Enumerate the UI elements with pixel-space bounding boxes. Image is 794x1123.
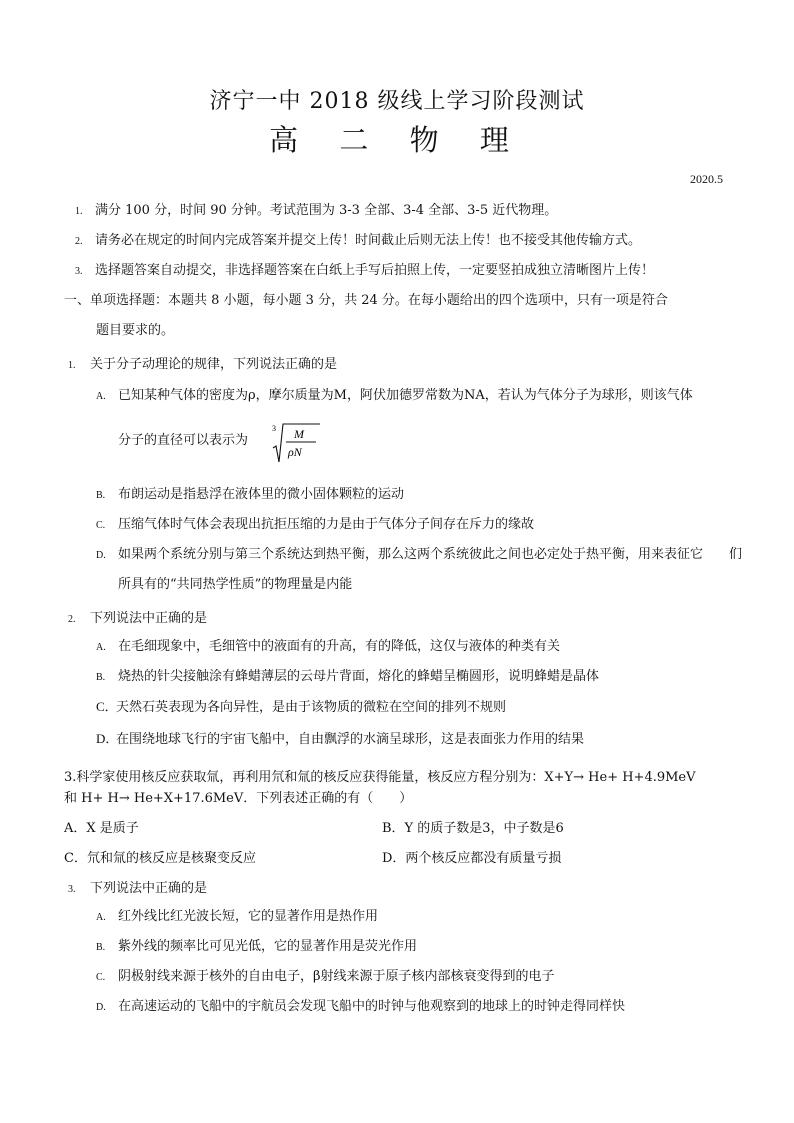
q2-stem: 2. 下列说法中正确的是 [68, 611, 208, 626]
q2-option-c: C．天然石英表现为各向异性，是由于该物质的微粒在空间的排列不规则 [96, 699, 507, 715]
q3b-option-a: A. 红外线比红光波长短，它的显著作用是热作用 [96, 909, 379, 924]
q3a-option-a: A．X 是质子 [64, 821, 139, 836]
exam-title: 济宁一中 2018 级线上学习阶段测试 [209, 89, 585, 114]
q3a-option-c: C．氘和氚的核反应是核聚变反应 [64, 851, 256, 866]
q1-option-c: C. 压缩气体时气体会表现出抗拒压缩的力是由于气体分子间存在斥力的缘故 [96, 517, 535, 532]
q3a-stem: 3.科学家使用核反应获取氚，再利用氘和氚的核反应获得能量，核反应方程分别为：X+Y→ He+ H+4.9MeV [64, 770, 696, 785]
subject-title: 高 二 物 理 [269, 123, 525, 157]
note-3: 3. 选择题答案自动提交，非选择题答案在白纸上手写后拍照上传，一定要竖拍成独立清晰图片上传！ [75, 263, 655, 278]
q3a-stem-cont: 和 H+ H→ He+X+17.6MeV．下列表述正确的有（ ） [64, 791, 413, 806]
q1-option-d-cont: 所具有的“共同热学性质”的物理量是内能 [118, 577, 353, 592]
q3b-option-d: D. 在高速运动的飞船中的宇航员会发现飞船中的时钟与他观察到的地球上的时钟走得同样快 [96, 999, 626, 1014]
q2-option-a: A. 在毛细现象中，毛细管中的液面有的升高，有的降低，这仅与液体的种类有关 [96, 639, 561, 654]
q1-stem: 1. 关于分子动理论的规律，下列说法正确的是 [68, 357, 338, 372]
q3b-stem: 3. 下列说法中正确的是 [68, 881, 208, 896]
q2-option-b: B. 烧热的针尖接触涂有蜂蜡薄层的云母片背面，熔化的蜂蜡呈椭圆形，说明蜂蜡是晶体 [96, 669, 600, 684]
q3a-option-d: D．两个核反应都没有质量亏损 [382, 851, 562, 866]
note-1: 1. 满分 100 分，时间 90 分钟。考试范围为 3-3 全部、3-4 全部、3-5 近代物理。 [75, 203, 558, 218]
root-index: 3 [272, 424, 276, 433]
section-heading: 一、单项选择题：本题共 8 小题，每小题 3 分，共 24 分。在每小题给出的四个选项中，只有一项是符合 [64, 293, 668, 308]
q3b-option-c: C. 阴极射线来源于核外的自由电子，β射线来源于原子核内部核衰变得到的电子 [96, 969, 555, 984]
section-heading-cont: 题目要求的。 [96, 323, 175, 338]
cube-root-formula [272, 422, 322, 464]
q2-option-d: D．在围绕地球飞行的宇宙飞船中，自由飘浮的水滴呈球形，这是表面张力作用的结果 [96, 731, 585, 747]
note-2: 2. 请务必在规定的时间内完成答案并提交上传！时间截止后则无法上传！也不接受其他传输方式。 [75, 233, 642, 248]
q1-option-a: A. 已知某种气体的密度为ρ，摩尔质量为M，阿伏加德罗常数为NA，若认为气体分子为球形，则该气体 [96, 388, 693, 403]
q3b-option-b: B. 紫外线的频率比可见光低，它的显著作用是荧光作用 [96, 939, 418, 954]
q1-option-a-cont: 分子的直径可以表示为 [118, 433, 249, 448]
exam-date: 2020.5 [690, 172, 723, 186]
formula-denominator: ρN [288, 445, 302, 459]
q3a-option-b: B．Y 的质子数是3，中子数是6 [382, 821, 564, 836]
formula-numerator: M [294, 427, 304, 441]
q1-option-b: B. 布朗运动是指悬浮在液体里的微小固体颗粒的运动 [96, 487, 405, 502]
q1-option-d: D. 如果两个系统分别与第三个系统达到热平衡，那么这两个系统彼此之间也必定处于热平衡，用来表征它 们 [96, 547, 743, 562]
